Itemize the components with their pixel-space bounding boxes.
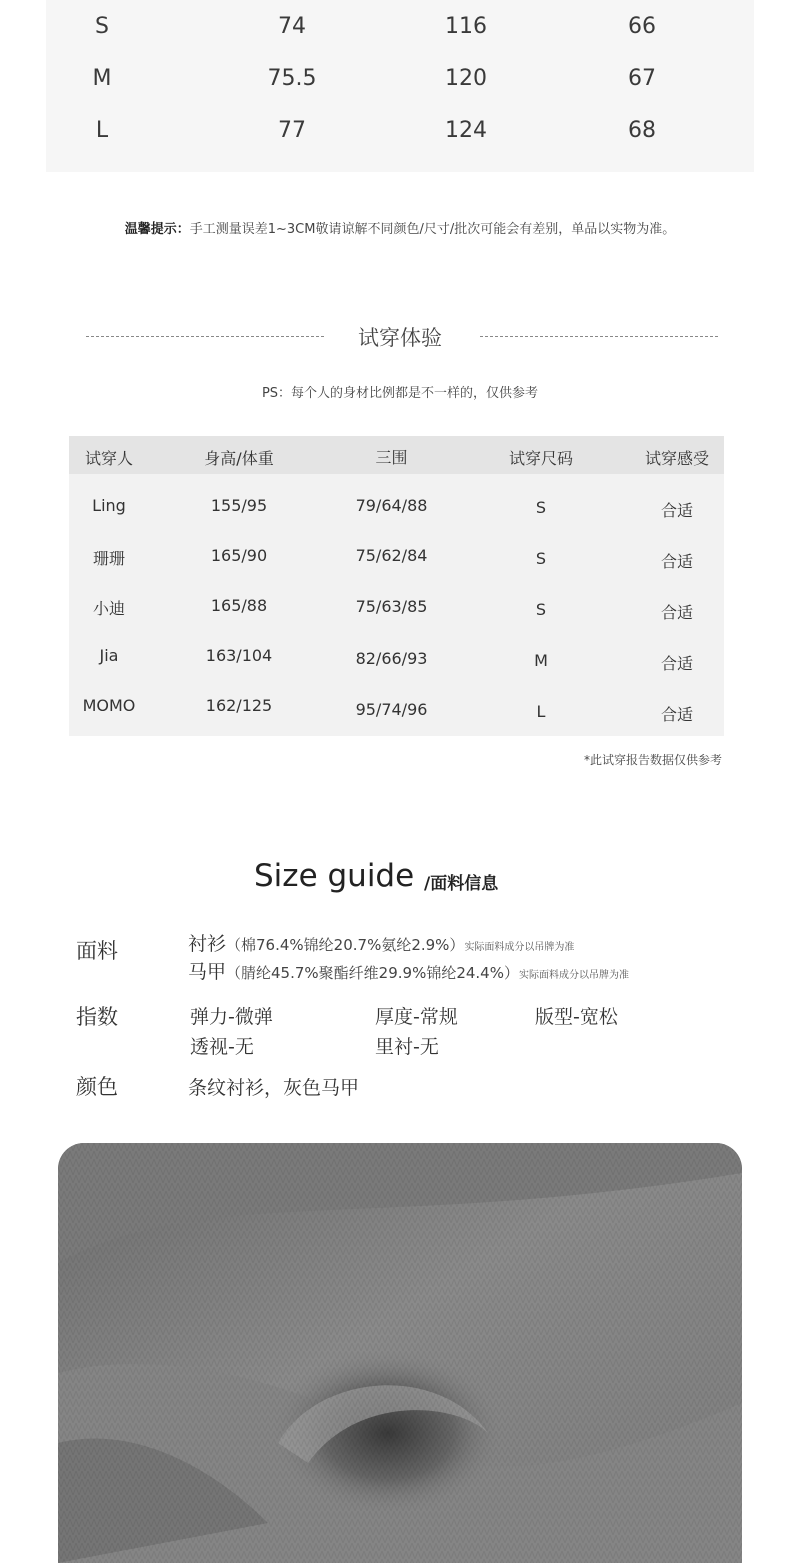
column-header: 试穿感受 — [644, 449, 709, 468]
tried-size: M — [534, 651, 548, 670]
guide-subtitle: /面料信息 — [424, 874, 499, 894]
divider-right — [480, 336, 718, 337]
measurements: 75/63/85 — [355, 597, 428, 616]
size-cell: S — [95, 14, 109, 39]
size-cell: 120 — [445, 66, 487, 91]
height-weight: 165/88 — [210, 596, 268, 615]
height-weight: 162/125 — [205, 696, 273, 715]
section-note: PS：每个人的身材比例都是不一样的，仅供参考 — [261, 386, 539, 401]
tester-name: MOMO — [82, 696, 136, 715]
tester-name: Ling — [92, 496, 126, 515]
column-header: 身高/体重 — [204, 449, 274, 468]
section-title: 试穿体验 — [358, 326, 442, 350]
divider-left — [86, 336, 324, 337]
tryon-table-header — [69, 436, 724, 474]
size-cell: 116 — [445, 14, 487, 39]
fabric-item-note: 实际面料成分以吊牌为准 — [464, 942, 575, 953]
index-label: 指数 — [76, 1005, 118, 1029]
fabric-item — [188, 957, 629, 984]
fabric-item-note: 实际面料成分以吊牌为准 — [518, 970, 629, 981]
fabric-item-name: 马甲 — [188, 961, 227, 983]
fabric-item-composition: （棉76.4%锦纶20.7%氨纶2.9%） — [226, 936, 465, 954]
fit-feeling: 合适 — [660, 552, 693, 571]
size-cell: M — [92, 66, 112, 91]
size-row — [46, 58, 754, 98]
size-cell: 75.5 — [267, 66, 317, 91]
size-cell: 124 — [445, 118, 487, 143]
column-header: 试穿尺码 — [508, 449, 573, 468]
height-weight: 165/90 — [210, 546, 268, 565]
tried-size: S — [535, 600, 547, 619]
tryon-table — [69, 436, 724, 736]
measurements: 79/64/88 — [355, 496, 428, 515]
fabric-item-composition: （腈纶45.7%聚酯纤维29.9%锦纶24.4%） — [226, 964, 519, 982]
index-item: 版型-宽松 — [535, 1006, 618, 1028]
size-cell: 77 — [278, 118, 306, 143]
fabric-label: 面料 — [76, 939, 118, 963]
column-header: 试穿人 — [84, 449, 133, 468]
measurements: 75/62/84 — [355, 546, 428, 565]
size-cell: L — [95, 118, 109, 143]
index-item: 弹力-微弹 — [190, 1006, 273, 1028]
column-header: 三围 — [375, 448, 408, 467]
guide-title: Size guide — [254, 858, 415, 894]
tester-name: 珊珊 — [92, 549, 125, 568]
fit-feeling: 合适 — [660, 603, 693, 622]
size-cell: 68 — [628, 118, 656, 143]
size-row — [46, 110, 754, 150]
fit-feeling: 合适 — [660, 705, 693, 724]
height-weight: 155/95 — [210, 496, 268, 515]
size-cell: 67 — [628, 66, 656, 91]
index-item: 厚度-常规 — [375, 1006, 458, 1028]
tester-name: Jia — [99, 646, 119, 665]
tried-size: S — [535, 549, 547, 568]
color-value: 条纹衬衫，灰色马甲 — [188, 1077, 360, 1099]
fabric-item-name: 衬衫 — [188, 933, 227, 955]
fabric-closeup-image — [58, 1143, 742, 1563]
measurements: 95/74/96 — [355, 700, 428, 719]
measurement-tip — [0, 218, 800, 237]
tried-size: S — [535, 498, 547, 517]
fabric-item — [188, 929, 574, 956]
fit-feeling: 合适 — [660, 501, 693, 520]
tried-size: L — [536, 702, 546, 721]
tip-text: 手工测量误差1~3CM敬请谅解不同颜色/尺寸/批次可能会有差别，单品以实物为准。 — [189, 222, 676, 237]
tip-label: 温馨提示： — [124, 222, 190, 237]
size-table — [46, 0, 754, 172]
fit-feeling: 合适 — [660, 654, 693, 673]
size-cell: 66 — [628, 14, 656, 39]
tryon-footnote: *此试穿报告数据仅供参考 — [583, 753, 722, 767]
height-weight: 163/104 — [205, 646, 273, 665]
tester-name: 小迪 — [92, 599, 125, 618]
index-item: 里衬-无 — [375, 1036, 439, 1058]
size-cell: 74 — [278, 14, 306, 39]
index-item: 透视-无 — [190, 1036, 254, 1058]
size-row — [46, 6, 754, 46]
measurements: 82/66/93 — [355, 649, 428, 668]
knit-texture-graphic — [58, 1143, 742, 1563]
color-label: 颜色 — [76, 1075, 118, 1099]
